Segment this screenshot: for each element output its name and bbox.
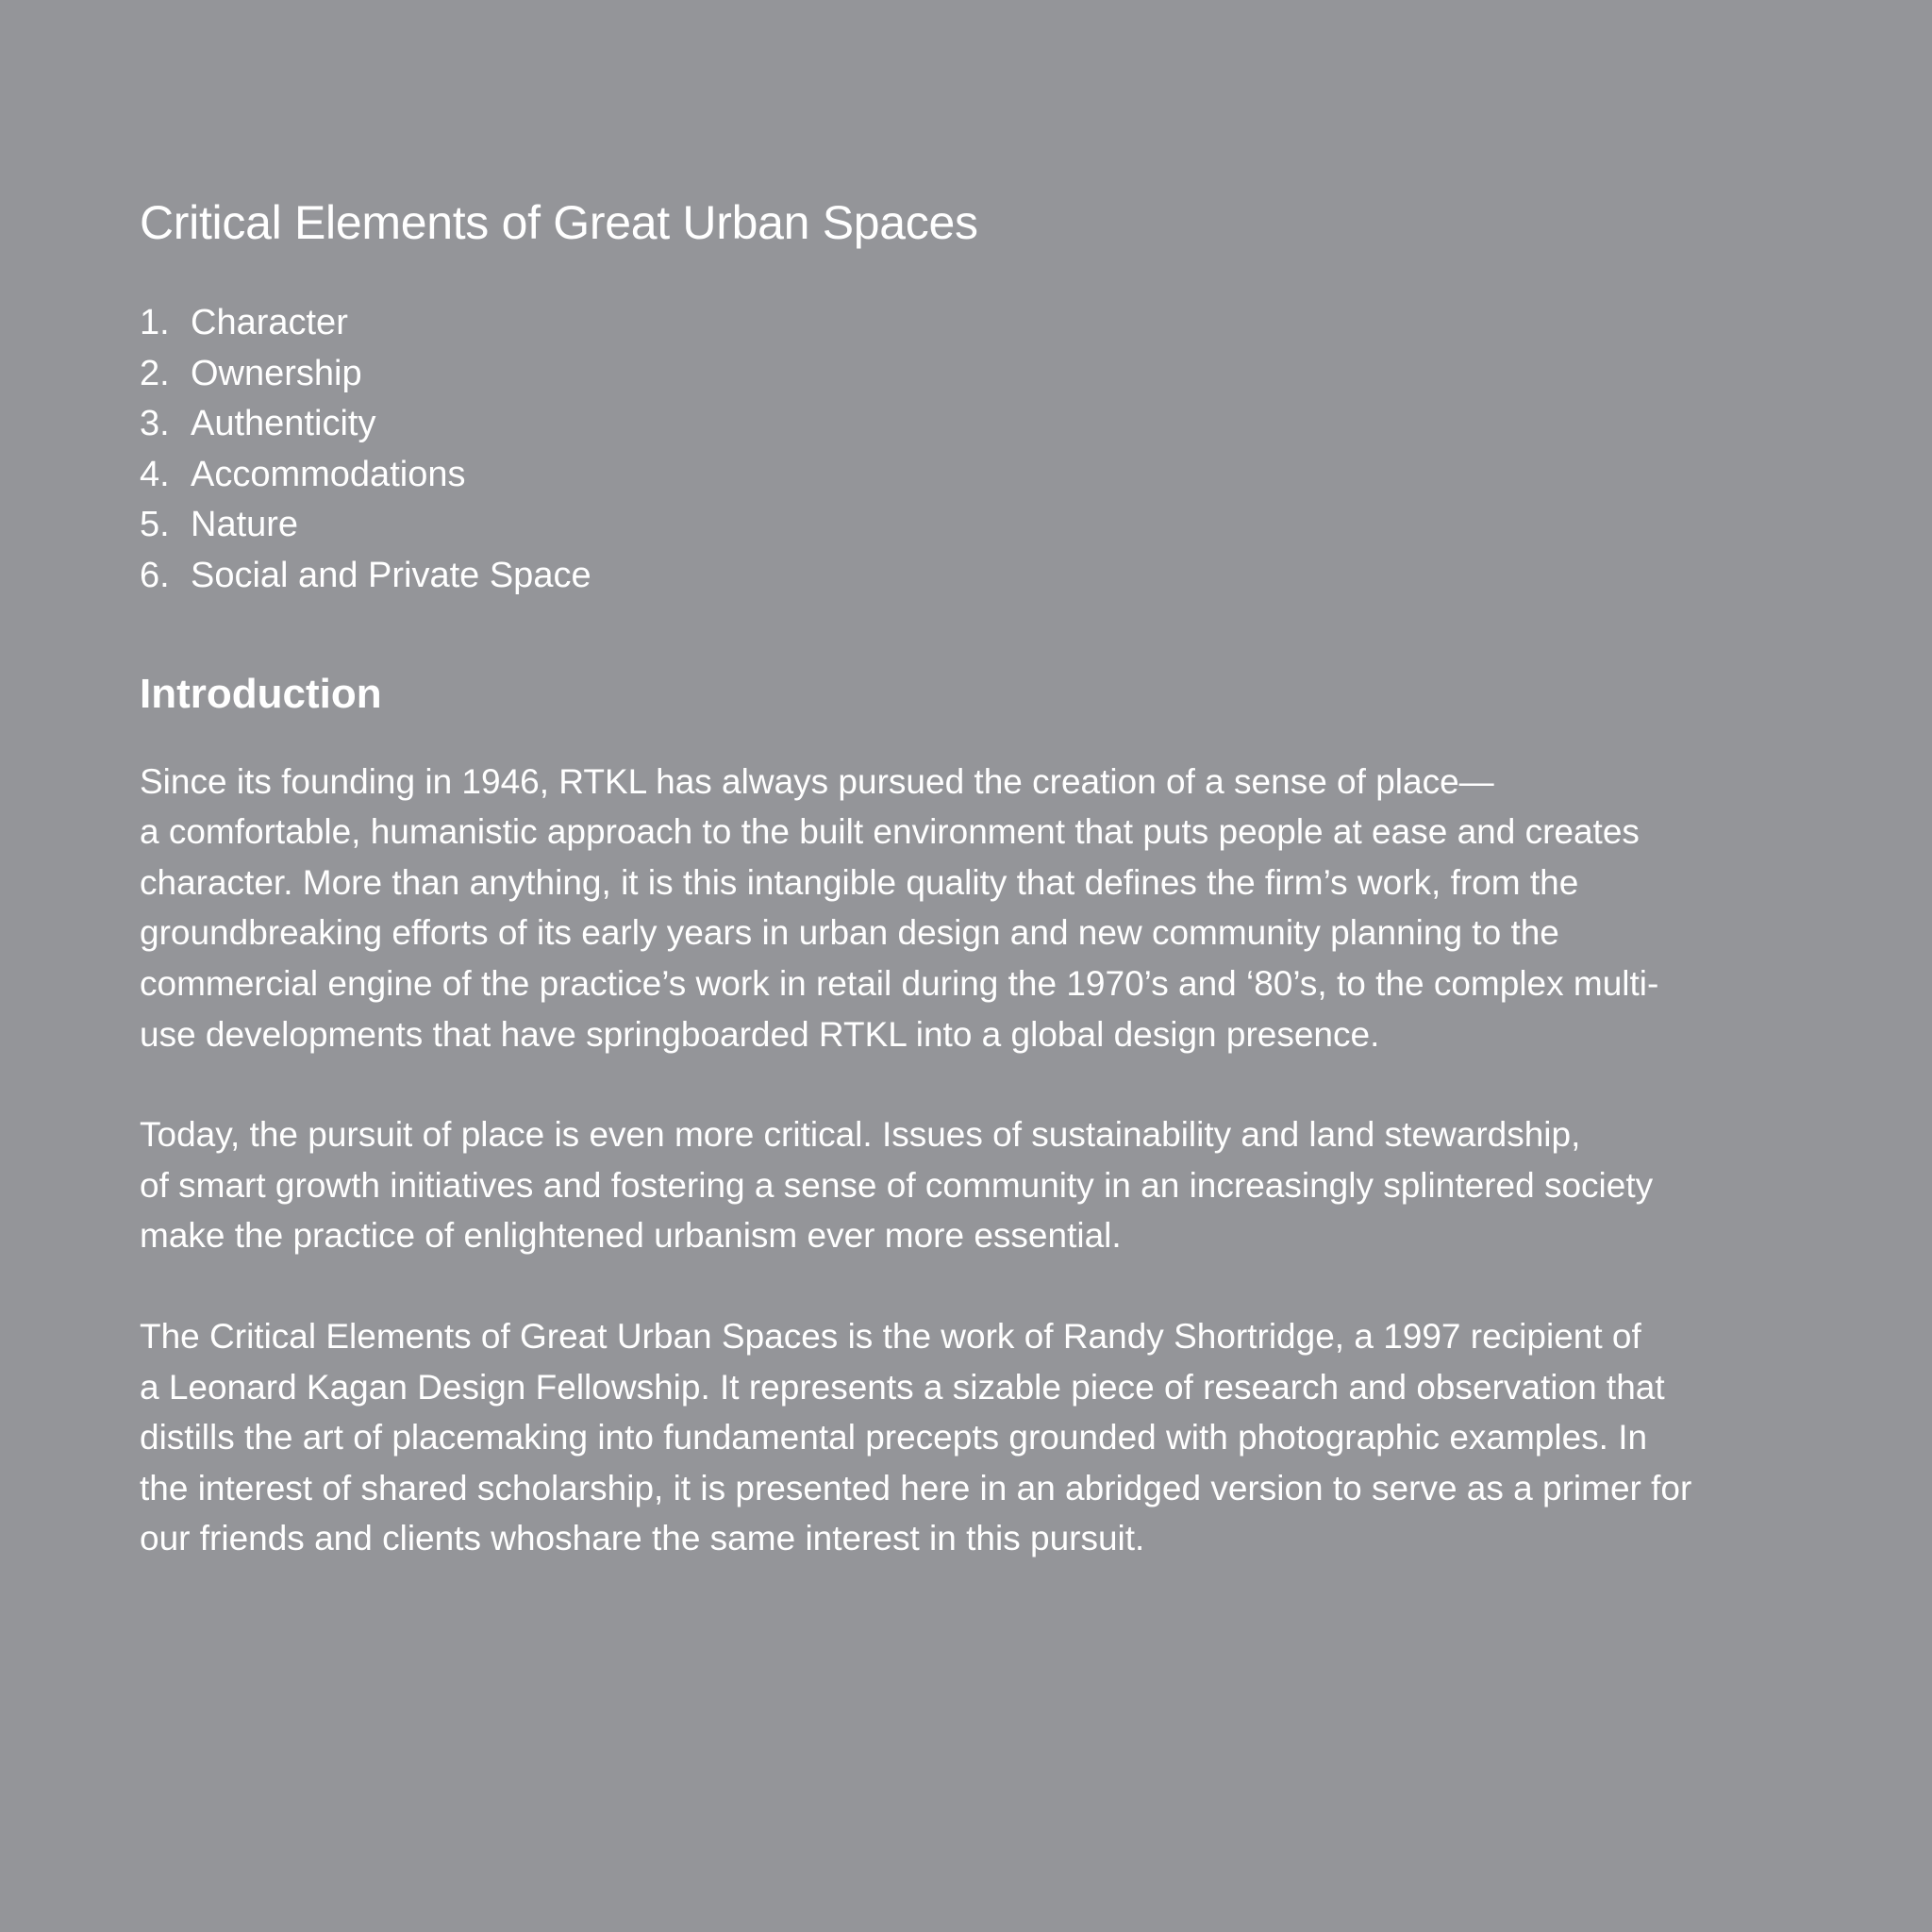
introduction-body bbox=[140, 757, 1819, 1564]
list-item-number: 2. bbox=[140, 353, 170, 393]
list-item-number: 5. bbox=[140, 505, 170, 545]
text-line: commercial engine of the practice’s work in retail during the 1970’s and ‘80’s, to the complex multi- bbox=[140, 963, 1659, 1003]
text-line: distills the art of placemaking into fundamental precepts grounded with photographic examples. In bbox=[140, 1418, 1648, 1457]
text-line: make the practice of enlightened urbanism ever more essential. bbox=[140, 1216, 1122, 1256]
text-line: The Critical Elements of Great Urban Spaces is the work of Randy Shortridge, a 1997 recipient of bbox=[140, 1316, 1641, 1356]
text-line: the interest of shared scholarship, it is presented here in an abridged version to serve as a primer for bbox=[140, 1468, 1692, 1507]
list-item bbox=[140, 349, 1932, 400]
text-line: a Leonard Kagan Design Fellowship. It represents a sizable piece of research and observation that bbox=[140, 1367, 1665, 1407]
list-item-label: Character bbox=[191, 303, 348, 342]
list-item-number: 1. bbox=[140, 303, 170, 342]
text-line: Today, the pursuit of place is even more critical. Issues of sustainability and land stewardship, bbox=[140, 1115, 1581, 1155]
list-item-label: Accommodations bbox=[191, 454, 466, 494]
text-line: our friends and clients whoshare the same interest in this pursuit. bbox=[140, 1519, 1145, 1558]
text-line: a comfortable, humanistic approach to the built environment that puts people at ease and creates bbox=[140, 812, 1640, 852]
text-line: character. More than anything, it is this intangible quality that defines the firm’s work, from the bbox=[140, 862, 1579, 902]
list-item-number: 4. bbox=[140, 454, 170, 494]
critical-elements-list bbox=[140, 298, 1932, 602]
list-item-label: Authenticity bbox=[191, 404, 376, 444]
text-line: groundbreaking efforts of its early years in urban design and new community planning to the bbox=[140, 913, 1559, 953]
list-item bbox=[140, 298, 1932, 349]
introduction-heading: Introduction bbox=[140, 670, 382, 717]
paragraph-fellowship bbox=[140, 1311, 1819, 1564]
list-item bbox=[140, 500, 1932, 551]
text-line: of smart growth initiatives and fostering a sense of community in an increasingly splintered society bbox=[140, 1165, 1654, 1205]
list-item-label: Ownership bbox=[191, 353, 362, 393]
text-line: Since its founding in 1946, RTKL has always pursued the creation of a sense of place— bbox=[140, 761, 1494, 801]
paragraph-today bbox=[140, 1109, 1819, 1261]
list-item bbox=[140, 551, 1932, 602]
list-item-label: Social and Private Space bbox=[191, 555, 591, 595]
paragraph-founding bbox=[140, 757, 1819, 1060]
text-line: use developments that have springboarded RTKL into a global design presence. bbox=[140, 1014, 1380, 1054]
list-item bbox=[140, 399, 1932, 450]
page-title: Critical Elements of Great Urban Spaces bbox=[140, 196, 978, 249]
list-item-number: 3. bbox=[140, 404, 170, 444]
list-item-number: 6. bbox=[140, 555, 170, 595]
list-item bbox=[140, 450, 1932, 501]
list-item-label: Nature bbox=[191, 505, 299, 545]
